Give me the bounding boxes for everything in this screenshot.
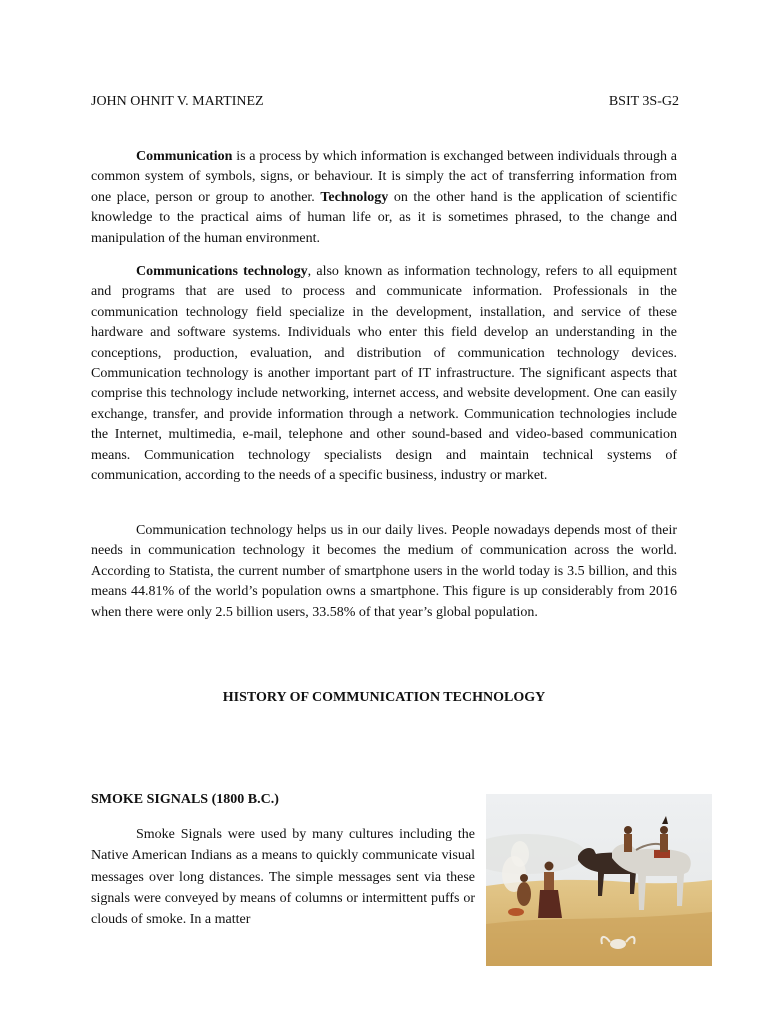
paragraph-text: is a process by which information is exchanged between individuals through a common system of symbols, signs, or behaviour. It is simply the act of transferring information from one place, person or group to another. [91,149,677,205]
document-header [91,94,679,110]
paragraph-smoke-signals [91,824,475,930]
paragraph-communications-technology [91,262,677,486]
section-heading-history: HISTORY OF COMMUNICATION TECHNOLOGY [222,690,546,705]
paragraph-text: Smoke Signals were used by many cultures including the Native American Indians as a means to quickly communicate visual messages over long distances. The simple messages sent via these signals were conveyed by means of columns or intermittent puffs or clouds of smoke. In a matter [91,827,475,928]
term-communication: Communication [136,149,233,164]
paragraph-communication-definition [91,147,677,249]
term-communications-technology: Communications technology [136,264,308,279]
paragraph-daily-lives [91,521,677,623]
paragraph-text: on the other hand is the application of scientific knowledge to the practical aims of human life or, as it is sometimes phrased, to the change and manipulation of the human environment. [91,189,677,246]
paragraph-text: , also known as information technology, refers to all equipment and programs that are used to process and communicate information. Professionals in the communication technology field specialize in the development, installation, and service of these hardware and software systems. Individuals who enter this field develop an understanding in the conceptions, production, evaluation, and distribution of communication technology devices. Communication technology is another important part of IT infrastructure. The significant aspects that comprise this technology include networking, internet access, and website development. One can easily exchange, transfer, and provide information through a network. Communication technologies include the Internet, multimedia, e-mail, telephone and other sound-based and video-based communication means. Communication technology specialists design and maintain technical systems of communication, according to the needs of a specific business, industry or market. [91,264,678,484]
author-name: JOHN OHNIT V. MARTINEZ [91,94,264,109]
smoke-signals-painting [486,794,712,966]
class-section: BSIT 3S-G2 [608,94,679,109]
term-technology: Technology [320,189,389,205]
subheading-smoke-signals: SMOKE SIGNALS (1800 B.C.) [91,792,279,807]
paragraph-text: Communication technology helps us in our daily lives. People nowadays depends most of their needs in communication technology it becomes the medium of communication across the world. According to Statista, the current number of smartphone users in the world today is 3.5 billion, and this means 44.81% of the world’s population owns a smartphone. This figure is up considerably from 2016 when there were only 2.5 billion users, 33.58% of that year’s global population. [91,523,677,620]
